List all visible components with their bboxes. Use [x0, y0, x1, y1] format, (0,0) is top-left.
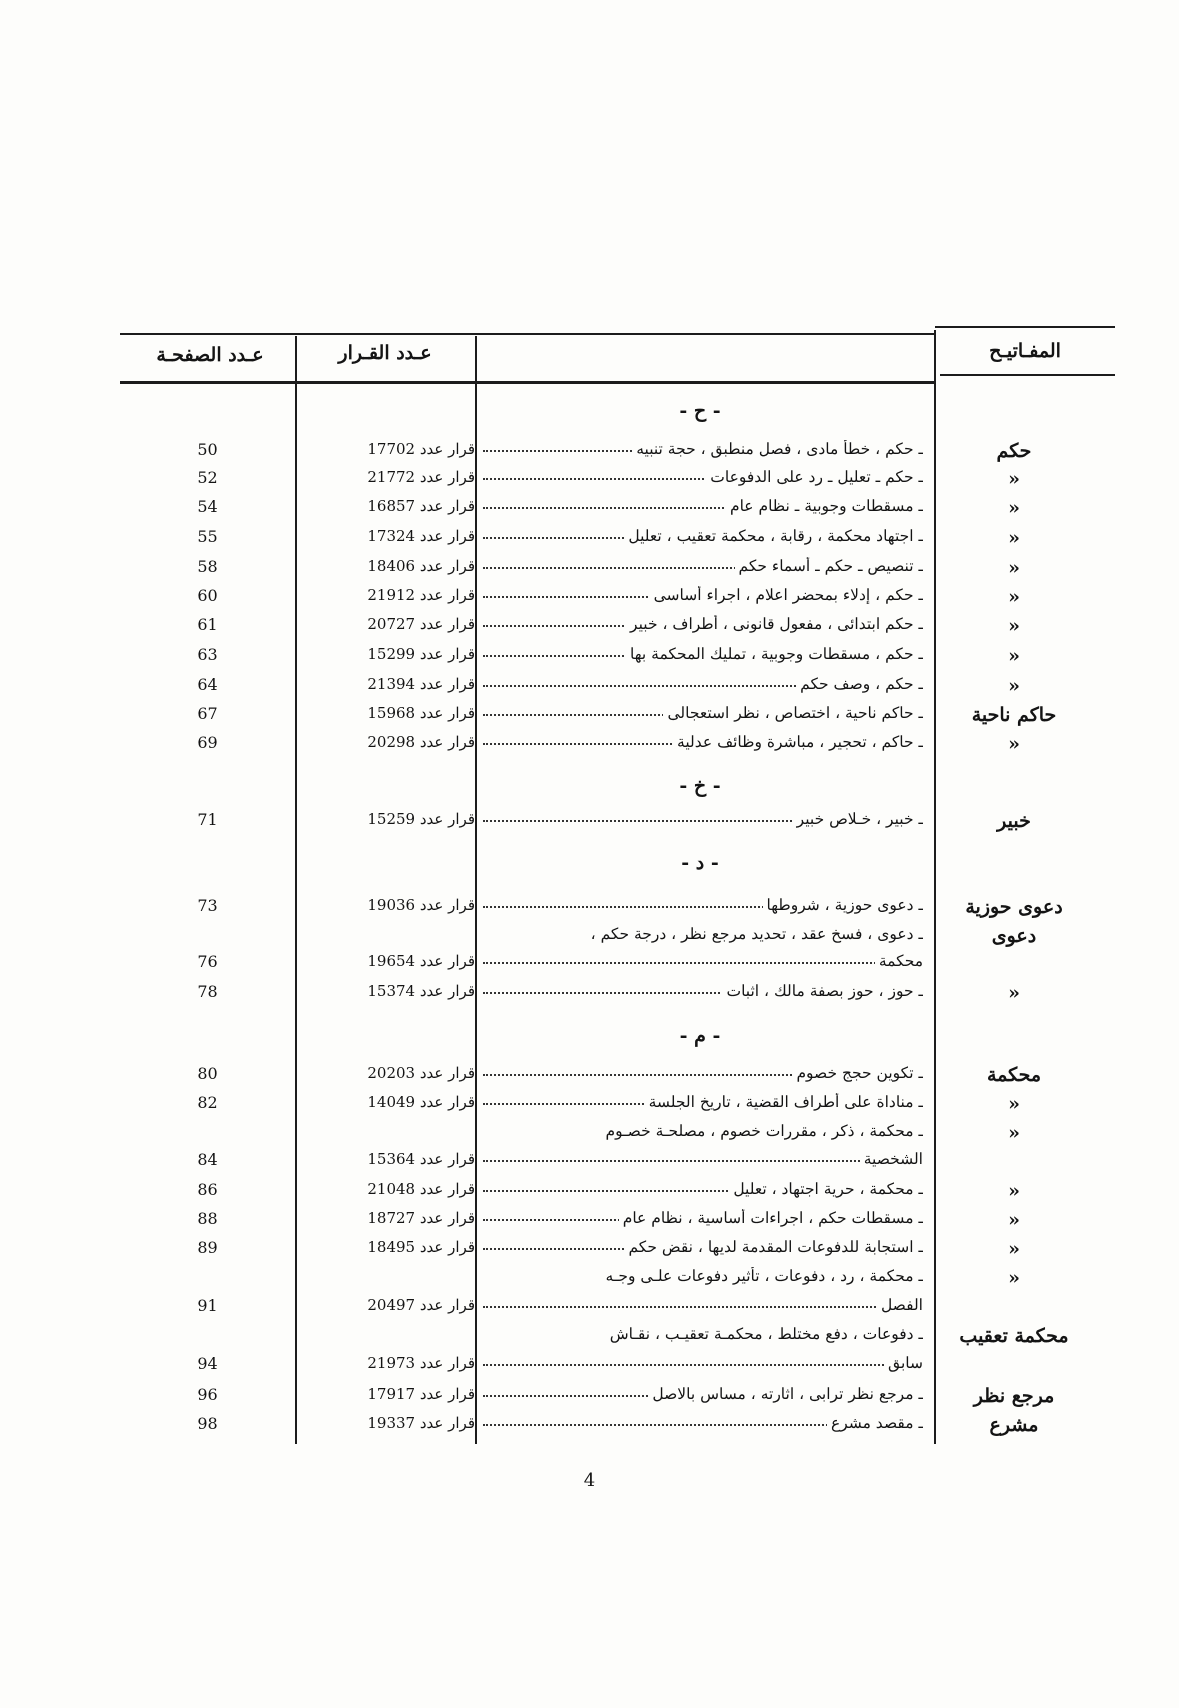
row-description [483, 586, 923, 604]
row-page-number: 91 [197, 1296, 218, 1315]
row-description-text: ـ محكمة ، رد ، دفوعات ، تأثير دفوعات علـى وجـه [602, 1267, 923, 1285]
section-letter-ha: - ح - [679, 400, 721, 422]
row-description-text: ـ حكم ، وصف حكم [796, 675, 923, 693]
index-row [0, 810, 1179, 838]
row-description-text: ـ دفوعات ، دفع مختلط ، محكمـة تعقيـب ، نقـاش [606, 1325, 923, 1343]
row-page-number: 67 [197, 704, 218, 723]
header-bottom-rule [120, 381, 935, 384]
row-description [483, 1180, 923, 1198]
row-description [483, 733, 923, 751]
row-decision-number: قرار عدد 21394 [367, 675, 475, 693]
row-key: » [1008, 733, 1020, 755]
row-key: » [1008, 1122, 1020, 1144]
dot-leader [483, 1160, 923, 1162]
row-decision-number: قرار عدد 19337 [367, 1414, 475, 1432]
row-description-text: الشخصية [860, 1150, 923, 1168]
index-row [0, 704, 1179, 732]
index-row [0, 586, 1179, 614]
index-row [0, 1385, 1179, 1413]
row-description [483, 1325, 923, 1343]
row-decision-number: قرار عدد 18727 [367, 1209, 475, 1227]
index-row [0, 1354, 1179, 1382]
row-description [483, 527, 923, 545]
header-bottom-rule-keys [940, 374, 1115, 376]
index-row [0, 440, 1179, 468]
row-description-text: ـ محكمة ، حرية اجتهاد ، تعليل [729, 1180, 923, 1198]
index-row [0, 497, 1179, 525]
row-decision-number: قرار عدد 15259 [367, 810, 475, 828]
row-description [483, 615, 923, 633]
row-key: مشرع [989, 1414, 1039, 1436]
index-row [0, 896, 1179, 924]
row-page-number: 88 [197, 1209, 218, 1228]
header-page-count: عـدد الصفحـة [156, 344, 264, 366]
row-description-text: ـ اجتهاد محكمة ، رقابة ، محكمة تعقيب ، تعليل [624, 527, 923, 545]
row-page-number: 55 [197, 527, 218, 546]
row-page-number: 50 [197, 440, 218, 459]
index-row [0, 527, 1179, 555]
row-decision-number: قرار عدد 14049 [367, 1093, 475, 1111]
row-description [483, 810, 923, 828]
row-key: » [1008, 645, 1020, 667]
row-description [483, 1354, 923, 1372]
row-key: دعوى حوزية [965, 896, 1063, 918]
index-row [0, 468, 1179, 496]
row-decision-number: قرار عدد 16857 [367, 497, 475, 515]
row-description-text: ـ حكم ، إدلاء بمحضر اعلام ، اجراء أساسى [650, 586, 923, 604]
row-decision-number: قرار عدد 18495 [367, 1238, 475, 1256]
row-description-text: ـ حاكم ناحية ، اختصاص ، نظر استعجالى [663, 704, 923, 722]
row-page-number: 76 [197, 952, 218, 971]
index-row [0, 982, 1179, 1010]
row-description [483, 645, 923, 663]
row-decision-number: قرار عدد 15299 [367, 645, 475, 663]
row-page-number: 96 [197, 1385, 218, 1404]
row-description [483, 952, 923, 970]
row-key: » [1008, 527, 1020, 549]
row-description-text: ـ حكم ، مسقطات وجوبية ، تمليك المحكمة بها [626, 645, 923, 663]
row-page-number: 82 [197, 1093, 218, 1112]
row-page-number: 94 [197, 1354, 218, 1373]
row-description-text: ـ مسقطات وجوبية ـ نظام عام [726, 497, 923, 515]
row-key: حاكم ناحية [971, 704, 1057, 726]
row-page-number: 69 [197, 733, 218, 752]
row-description-text: محكمة [875, 952, 923, 970]
row-decision-number: قرار عدد 19654 [367, 952, 475, 970]
row-description [483, 557, 923, 575]
row-description [483, 675, 923, 693]
row-decision-number: قرار عدد 21973 [367, 1354, 475, 1372]
row-description-text: ـ دعوى حوزية ، شروطها [763, 896, 923, 914]
row-page-number: 89 [197, 1238, 218, 1257]
row-key: » [1008, 468, 1020, 490]
row-decision-number: قرار عدد 21048 [367, 1180, 475, 1198]
row-decision-number: قرار عدد 20203 [367, 1064, 475, 1082]
row-key: » [1008, 675, 1020, 697]
row-description [483, 1064, 923, 1082]
row-page-number: 64 [197, 675, 218, 694]
index-row [0, 1122, 1179, 1150]
row-page-number: 52 [197, 468, 218, 487]
row-description [483, 497, 923, 515]
row-key: خبير [997, 810, 1031, 832]
row-decision-number: قرار عدد 21772 [367, 468, 475, 486]
row-page-number: 60 [197, 586, 218, 605]
index-row [0, 1325, 1179, 1353]
index-row [0, 675, 1179, 703]
row-description [483, 440, 923, 458]
row-description-text: سابق [884, 1354, 923, 1372]
row-decision-number: قرار عدد 17917 [367, 1385, 475, 1403]
row-page-number: 98 [197, 1414, 218, 1433]
row-decision-number: قرار عدد 17324 [367, 527, 475, 545]
index-row [0, 1296, 1179, 1324]
row-key: » [1008, 1093, 1020, 1115]
row-description-text: ـ استجابة للدفوعات المقدمة لديها ، نقض حكم [624, 1238, 923, 1256]
row-description-text: ـ مسقطات حكم ، اجراءات أساسية ، نظام عام [619, 1209, 923, 1227]
row-page-number: 61 [197, 615, 218, 634]
dot-leader [483, 1306, 923, 1308]
row-description [483, 1296, 923, 1314]
row-decision-number: قرار عدد 20298 [367, 733, 475, 751]
row-page-number: 71 [197, 810, 218, 829]
row-description-text: ـ مقصد مشرع [827, 1414, 923, 1432]
section-letter-mim: - م - [679, 1025, 721, 1047]
row-key: محكمة [986, 1064, 1042, 1086]
row-page-number: 73 [197, 896, 218, 915]
index-row [0, 1093, 1179, 1121]
row-description [483, 925, 923, 943]
index-row [0, 1267, 1179, 1295]
section-letter-dal: - د - [681, 852, 719, 874]
row-description-text: ـ تكوين حجج خصوم [792, 1064, 923, 1082]
row-description [483, 704, 923, 722]
index-row [0, 1209, 1179, 1237]
header-keys: المفـاتيـح [989, 340, 1061, 362]
row-page-number: 80 [197, 1064, 218, 1083]
row-description-text: ـ دعوى ، فسخ عقد ، تحديد مرجع نظر ، درجة حكم ، [587, 925, 923, 943]
row-decision-number: قرار عدد 15968 [367, 704, 475, 722]
row-page-number: 86 [197, 1180, 218, 1199]
row-page-number: 63 [197, 645, 218, 664]
row-description [483, 1385, 923, 1403]
index-row [0, 557, 1179, 585]
row-description-text: ـ مرجع نظر ترابى ، اثارته ، مساس بالاصل [648, 1385, 923, 1403]
row-decision-number: قرار عدد 18406 [367, 557, 475, 575]
row-description [483, 1267, 923, 1285]
row-key: دعوى [991, 925, 1037, 947]
top-rule-main [120, 333, 935, 335]
row-description [483, 468, 923, 486]
row-description-text: ـ مناداة على أطراف القضية ، تاريخ الجلسة [645, 1093, 923, 1111]
index-row [0, 1064, 1179, 1092]
row-description [483, 1093, 923, 1111]
row-description-text: ـ حوز ، حوز بصفة مالك ، اثبات [722, 982, 923, 1000]
dot-leader [483, 1364, 923, 1366]
index-row [0, 615, 1179, 643]
row-description-text: ـ محكمة ، ذكر ، مقررات خصوم ، مصلحـة خصـوم [602, 1122, 923, 1140]
row-description [483, 896, 923, 914]
row-key: » [1008, 586, 1020, 608]
index-row [0, 1180, 1179, 1208]
row-page-number: 78 [197, 982, 218, 1001]
row-description-text: ـ خبير ، خـلاص خبير [793, 810, 923, 828]
row-decision-number: قرار عدد 20497 [367, 1296, 475, 1314]
row-description [483, 1238, 923, 1256]
row-page-number: 84 [197, 1150, 218, 1169]
index-row [0, 1414, 1179, 1442]
row-key: » [1008, 557, 1020, 579]
row-key: » [1008, 615, 1020, 637]
row-description-text: ـ تنصيص ـ حكم ـ أسماء حكم [735, 557, 923, 575]
row-key: » [1008, 982, 1020, 1004]
index-row [0, 925, 1179, 953]
row-description-text: الفصل [877, 1296, 923, 1314]
index-row [0, 733, 1179, 761]
row-key: محكمة تعقيب [959, 1325, 1069, 1347]
row-description-text: ـ حكم ابتدائى ، مفعول قانونى ، أطراف ، خبير [626, 615, 923, 633]
top-rule-keys [935, 326, 1115, 328]
row-key: حكم [996, 440, 1032, 462]
row-description-text: ـ حكم ـ تعليل ـ رد على الدفوعات [706, 468, 923, 486]
row-decision-number: قرار عدد 17702 [367, 440, 475, 458]
row-decision-number: قرار عدد 15374 [367, 982, 475, 1000]
row-description [483, 1414, 923, 1432]
row-decision-number: قرار عدد 19036 [367, 896, 475, 914]
row-description [483, 1209, 923, 1227]
index-row [0, 1238, 1179, 1266]
row-description-text: ـ حكم ، خطأ مادى ، فصل منطبق ، حجة تنبيه [632, 440, 923, 458]
row-description [483, 982, 923, 1000]
dot-leader [483, 962, 923, 964]
row-key: » [1008, 1180, 1020, 1202]
page-number: 4 [583, 1470, 596, 1491]
row-decision-number: قرار عدد 21912 [367, 586, 475, 604]
row-decision-number: قرار عدد 15364 [367, 1150, 475, 1168]
header-decision-number: عـدد القـرار [338, 342, 432, 364]
row-description [483, 1122, 923, 1140]
row-decision-number: قرار عدد 20727 [367, 615, 475, 633]
row-key: » [1008, 1267, 1020, 1289]
row-description-text: ـ حاكم ، تحجير ، مباشرة وظائف عدلية [673, 733, 923, 751]
row-description [483, 1150, 923, 1168]
section-letter-kha: - خ - [679, 775, 721, 797]
row-key: » [1008, 497, 1020, 519]
index-row [0, 1150, 1179, 1178]
index-row [0, 952, 1179, 980]
row-key: » [1008, 1209, 1020, 1231]
index-row [0, 645, 1179, 673]
row-key: مرجع نظر [973, 1385, 1055, 1407]
row-key: » [1008, 1238, 1020, 1260]
row-page-number: 58 [197, 557, 218, 576]
row-page-number: 54 [197, 497, 218, 516]
